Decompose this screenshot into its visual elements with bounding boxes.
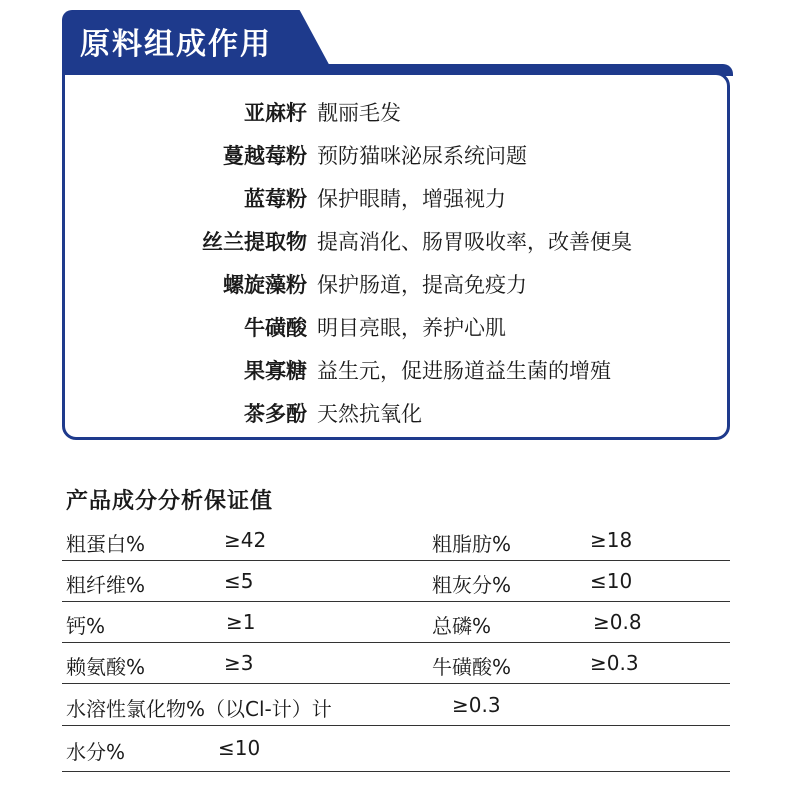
analysis-item-name: 钙% xyxy=(66,614,106,638)
ingredient-effect: 天然抗氧化 xyxy=(317,402,422,426)
analysis-item-value: ≤10 xyxy=(218,736,261,760)
ingredient-row xyxy=(65,132,733,174)
analysis-item-value: ≥0.3 xyxy=(590,651,639,675)
analysis-title: 产品成分分析保证值 xyxy=(66,489,274,514)
ingredient-row xyxy=(65,89,733,131)
ingredient-name: 果寡糖 xyxy=(244,359,307,383)
ingredient-effect: 明目亮眼，养护心肌 xyxy=(317,316,506,340)
analysis-item-value: ≥42 xyxy=(224,528,267,552)
analysis-row xyxy=(62,684,730,726)
analysis-row xyxy=(62,560,730,602)
analysis-item-value: ≤10 xyxy=(590,569,633,593)
analysis-row xyxy=(62,519,730,561)
panel-title: 原料组成作用 xyxy=(80,27,272,62)
ingredient-effect: 保护眼睛，增强视力 xyxy=(317,187,506,211)
ingredient-row xyxy=(65,218,733,260)
ingredient-row xyxy=(65,347,733,389)
analysis-item-name: 粗脂肪% xyxy=(432,532,512,556)
ingredient-effect: 靓丽毛发 xyxy=(317,101,401,125)
analysis-item-name: 粗灰分% xyxy=(432,573,512,597)
ingredient-name: 螺旋藻粉 xyxy=(223,273,307,297)
ingredient-row xyxy=(65,390,733,432)
analysis-item-value: ≥0.3 xyxy=(452,693,501,717)
ingredient-name: 蓝莓粉 xyxy=(244,187,307,211)
analysis-item-value: ≥3 xyxy=(224,651,254,675)
ingredient-effect: 提高消化、肠胃吸收率，改善便臭 xyxy=(317,230,632,254)
ingredient-row xyxy=(65,261,733,303)
ingredients-panel xyxy=(62,72,730,440)
analysis-item-name: 赖氨酸% xyxy=(66,655,146,679)
analysis-item-name: 水溶性氯化物%（以Cl-计）计 xyxy=(66,697,332,721)
ingredient-row xyxy=(65,175,733,217)
analysis-item-name: 粗纤维% xyxy=(66,573,146,597)
analysis-row xyxy=(62,727,730,772)
analysis-item-name: 粗蛋白% xyxy=(66,532,146,556)
ingredient-name: 丝兰提取物 xyxy=(202,230,307,254)
ingredient-effect: 预防猫咪泌尿系统问题 xyxy=(317,144,527,168)
analysis-item-value: ≥1 xyxy=(226,610,256,634)
ingredient-name: 茶多酚 xyxy=(244,402,307,426)
analysis-item-value: ≤5 xyxy=(224,569,254,593)
analysis-item-value: ≥18 xyxy=(590,528,633,552)
ingredient-effect: 益生元，促进肠道益生菌的增殖 xyxy=(317,359,611,383)
analysis-row xyxy=(62,601,730,643)
ingredient-effect: 保护肠道，提高免疫力 xyxy=(317,273,527,297)
analysis-item-name: 水分% xyxy=(66,740,126,764)
analysis-item-name: 总磷% xyxy=(432,614,492,638)
ingredient-name: 牛磺酸 xyxy=(244,316,307,340)
ingredient-name: 亚麻籽 xyxy=(244,101,307,125)
analysis-item-name: 牛磺酸% xyxy=(432,655,512,679)
ingredient-row xyxy=(65,304,733,346)
analysis-row xyxy=(62,642,730,684)
analysis-item-value: ≥0.8 xyxy=(593,610,642,634)
ingredient-name: 蔓越莓粉 xyxy=(223,144,307,168)
